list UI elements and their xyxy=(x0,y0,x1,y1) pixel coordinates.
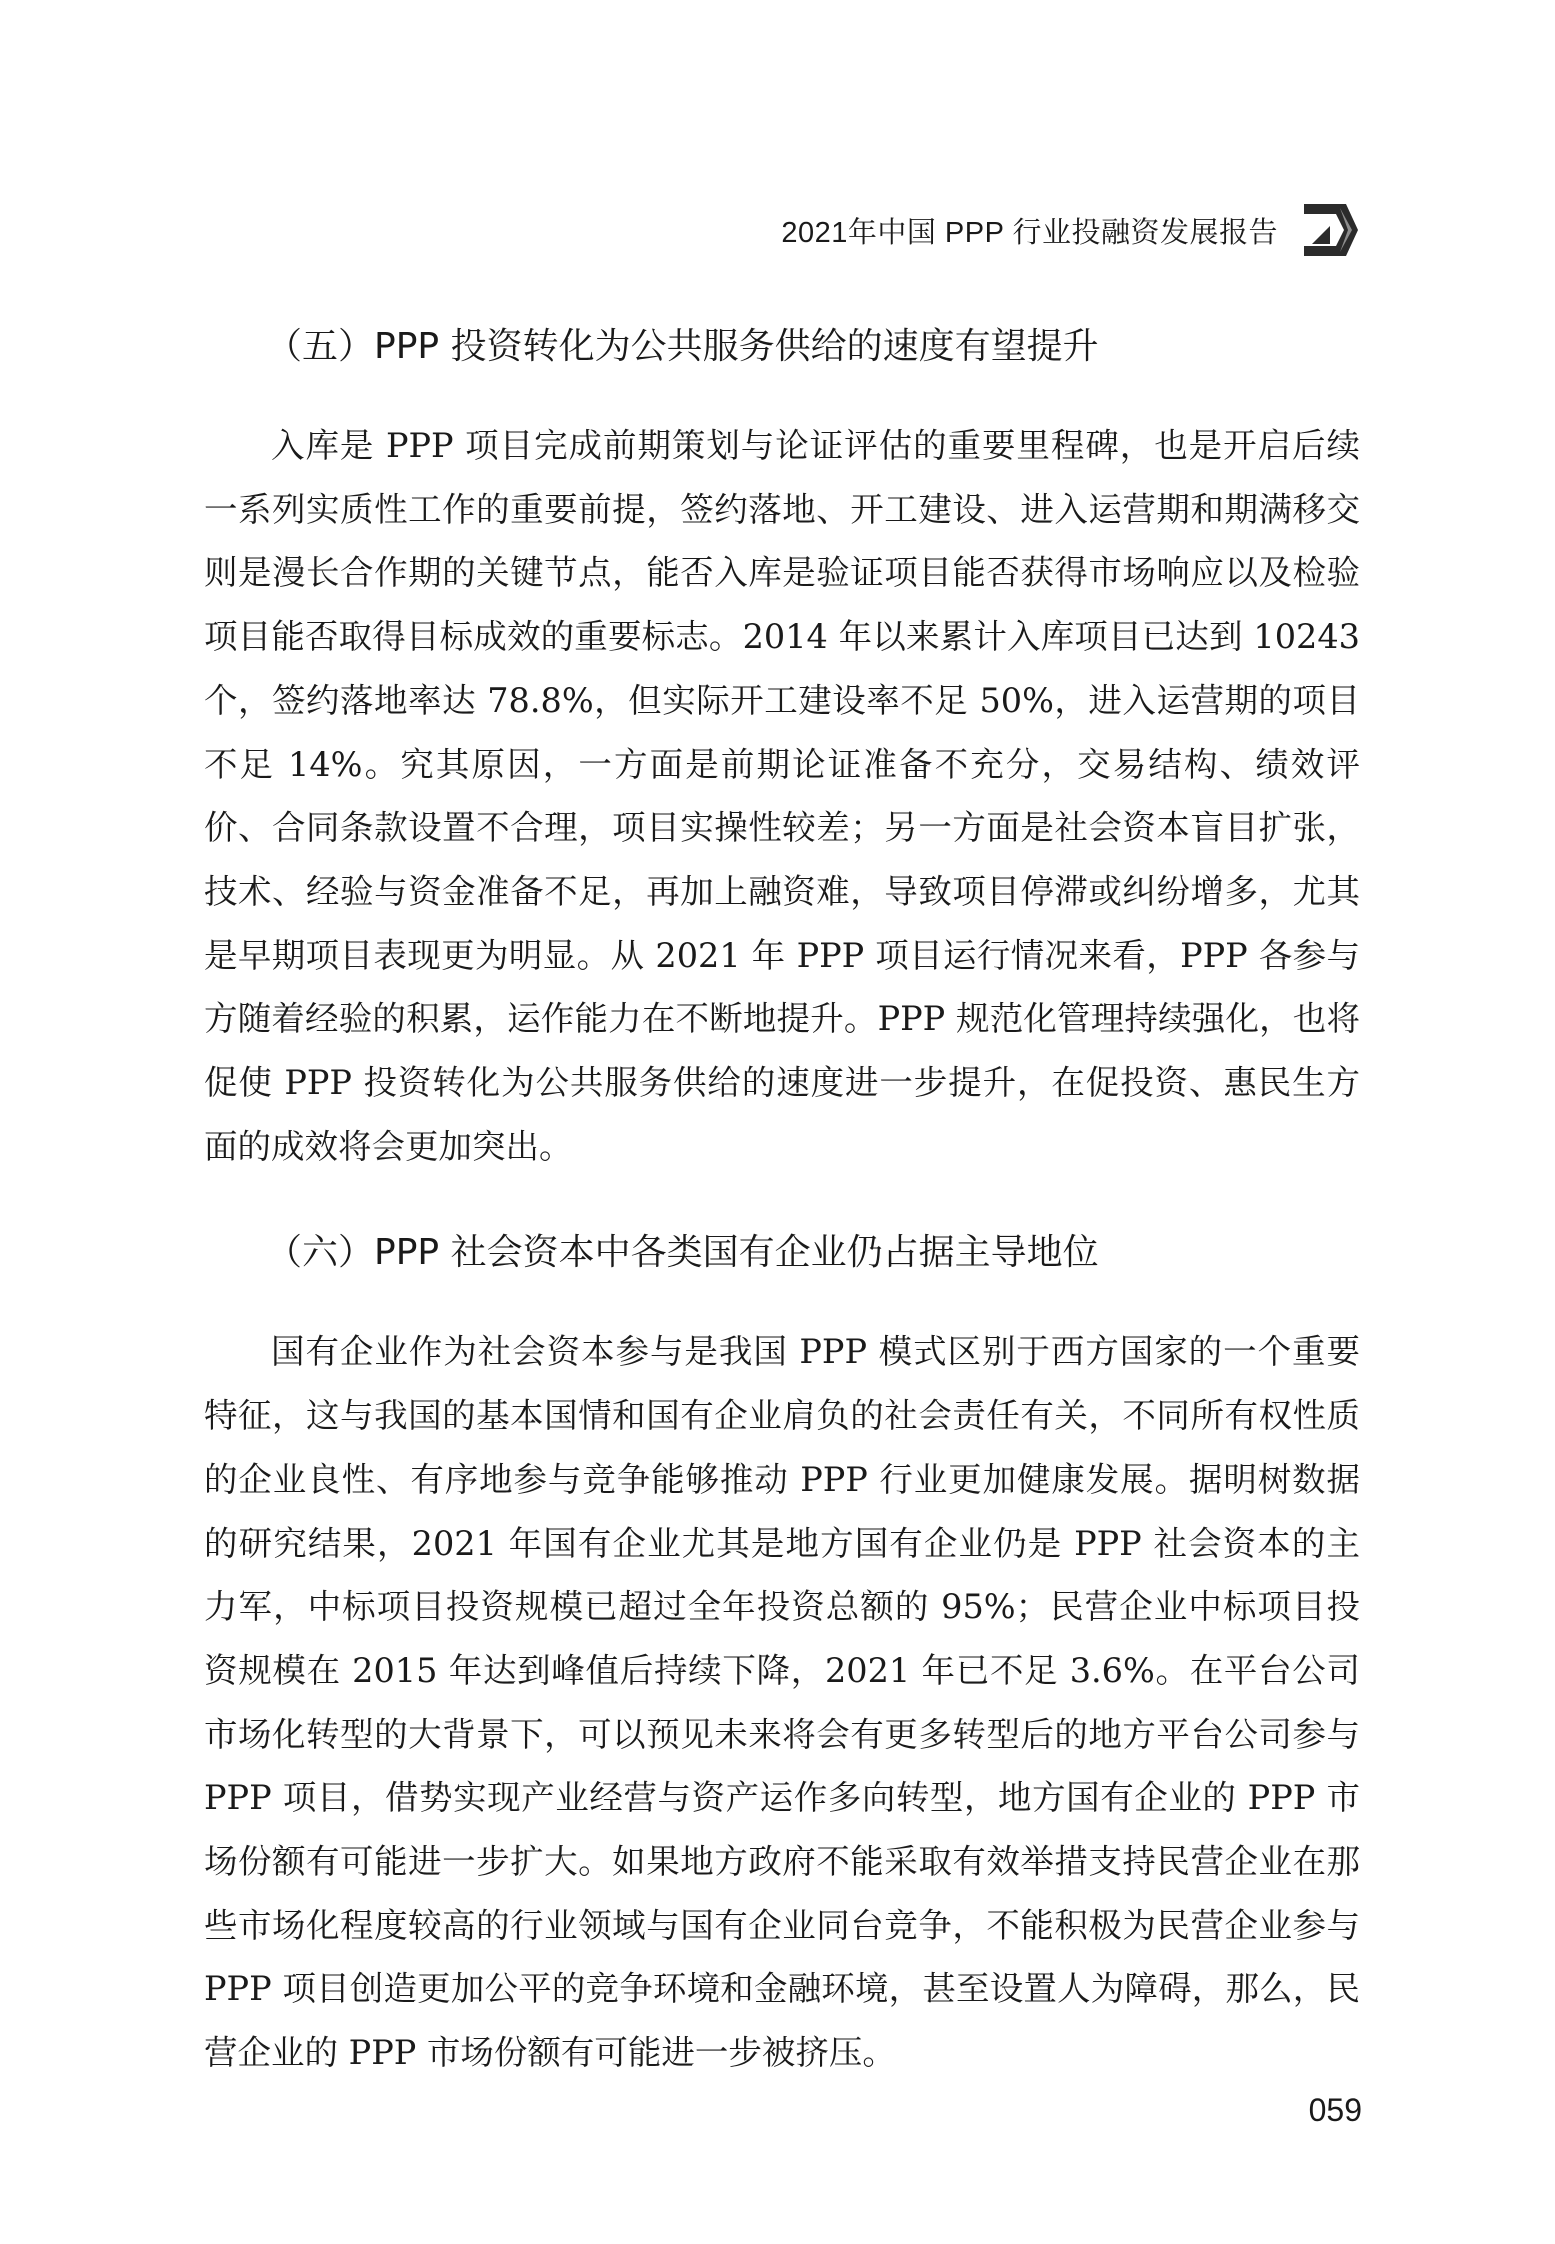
section-5-paragraph: 入库是 PPP 项目完成前期策划与论证评估的重要里程碑，也是开启后续一系列实质性工作的重要前提，签约落地、开工建设、进入运营期和期满移交则是漫长合作期的关键节点，能否入库是验证项目能否获得市场响应以及检验项目能否取得目标成效的重要标志。2014 年以来累计入库项目已达到 10243 个，签约落地率达 78.8%，但实际开工建设率不足 50%，进入运营期的项目不足 14%。究其原因，一方面是前期论证准备不充分，交易结构、绩效评价、合同条款设置不合理，项目实操性较差；另一方面是社会资本盲目扩张，技术、经验与资金准备不足，再加上融资难，导致项目停滞或纠纷增多，尤其是早期项目表现更为明显。从 2021 年 PPP 项目运行情况来看，PPP 各参与方随着经验的积累，运作能力在不断地提升。PPP 规范化管理持续强化，也将促使 PPP 投资转化为公共服务供给的速度进一步提升，在促投资、惠民生方面的成效将会更加突出。 xyxy=(204,426,1360,1166)
section-6-paragraph: 国有企业作为社会资本参与是我国 PPP 模式区别于西方国家的一个重要特征，这与我国的基本国情和国有企业肩负的社会责任有关，不同所有权性质的企业良性、有序地参与竞争能够推动 PPP 行业更加健康发展。据明树数据的研究结果，2021 年国有企业尤其是地方国有企业仍是 PPP 社会资本的主力军，中标项目投资规模已超过全年投资总额的 95%；民营企业中标项目投资规模在 2015 年达到峰值后持续下降，2021 年已不足 3.6%。在平台公司市场化转型的大背景下，可以预见未来将会有更多转型后的地方平台公司参与 PPP 项目，借势实现产业经营与资产运作多向转型，地方国有企业的 PPP 市场份额有可能进一步扩大。如果地方政府不能采取有效举措支持民营企业在那些市场化程度较高的行业领域与国有企业同台竞争，不能积极为民营企业参与 PPP 项目创造更加公平的竞争环境和金融环境，甚至设置人为障碍，那么，民营企业的 PPP 市场份额有可能进一步被挤压。 xyxy=(204,1332,1360,2073)
section-heading-6: （六）PPP 社会资本中各类国有企业仍占据主导地位 xyxy=(266,1232,1099,1274)
running-header xyxy=(781,200,1362,260)
section-spacer xyxy=(204,1178,1360,1228)
page-number: 059 xyxy=(1308,2092,1362,2128)
main-content xyxy=(204,322,1360,2085)
section-heading-5: （五）PPP 投资转化为公共服务供给的速度有望提升 xyxy=(266,326,1099,367)
header-title: 2021年中国 PPP 行业投融资发展报告 xyxy=(781,216,1278,249)
book-logo-icon xyxy=(1300,200,1362,260)
